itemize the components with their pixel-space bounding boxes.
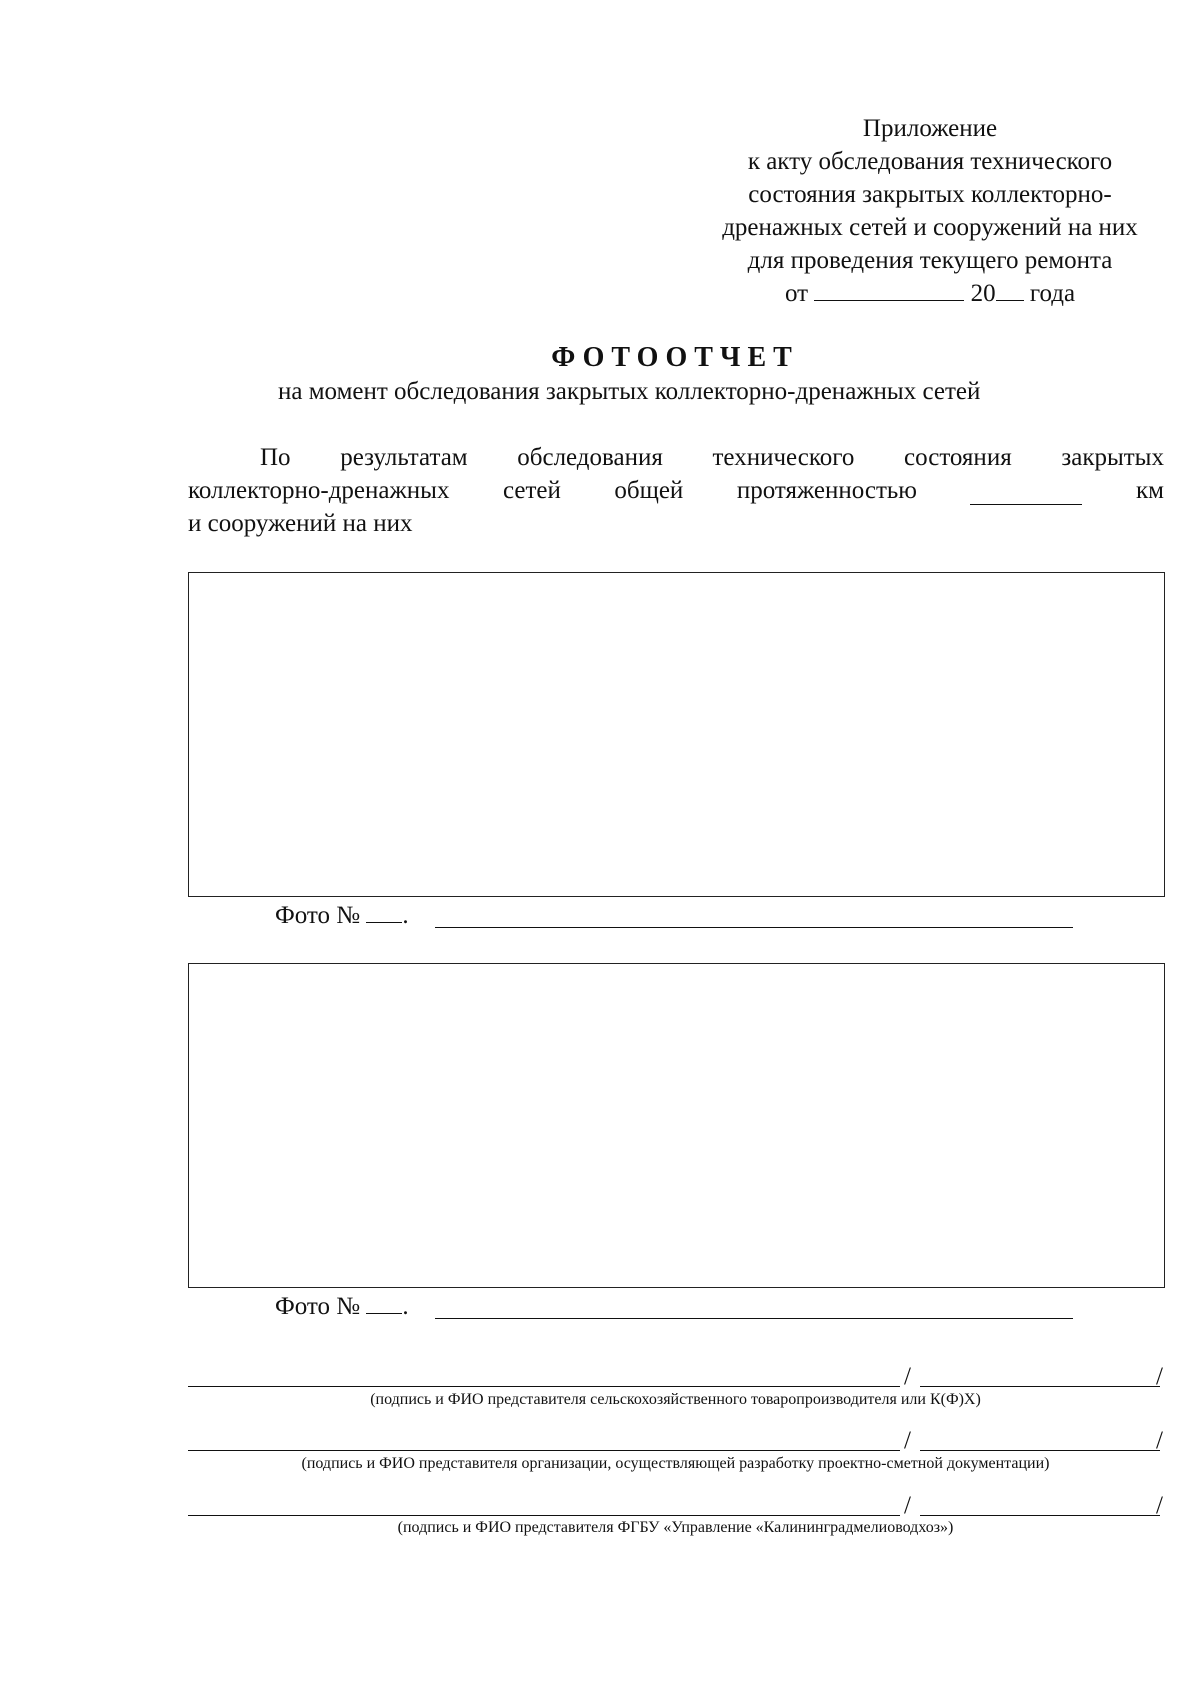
photo-description-blank [435, 1318, 1073, 1319]
appendix-line: для проведения текущего ремонта [747, 247, 1113, 274]
signature-slash: / [1156, 1492, 1163, 1519]
signature-slash: / [1156, 1427, 1163, 1454]
signature-slash: / [904, 1363, 911, 1390]
page-title: ФОТООТЧЕТ [551, 342, 799, 373]
paragraph-word: сетей [502, 477, 561, 504]
photo-label: Фото № [275, 1293, 361, 1320]
name-blank [920, 1386, 1160, 1387]
signature-line-3 [188, 1486, 1168, 1519]
paragraph-word: технического [712, 444, 855, 471]
appendix-line: дренажных сетей и сооружений на них [722, 214, 1138, 241]
photo-number-blank [366, 1291, 402, 1314]
signature-caption-2: (подпись и ФИО представителя организации, осуществляющей разработку проектно-сметной документации) [301, 1455, 1050, 1472]
paragraph-word: По [260, 444, 291, 471]
paragraph-line-2 [188, 477, 1164, 505]
paragraph-word: общей [614, 477, 684, 504]
signature-slash: / [904, 1492, 911, 1519]
paragraph-line-3: и сооружений на них [188, 510, 413, 537]
photo-placeholder-2 [188, 963, 1165, 1288]
photo-caption-2 [275, 1291, 409, 1321]
appendix-date-line [680, 277, 1180, 310]
paragraph-word: состояния [904, 444, 1012, 471]
caption-dot: . [402, 902, 409, 929]
name-blank [920, 1515, 1160, 1516]
appendix-title: Приложение [862, 115, 998, 142]
page-subtitle: на момент обследования закрытых коллекторно-дренажных сетей [278, 378, 981, 405]
year-suffix: года [1029, 280, 1076, 307]
year-blank [996, 278, 1024, 301]
photo-label: Фото № [275, 902, 361, 929]
signature-blank [188, 1515, 900, 1516]
date-prefix: от [784, 280, 809, 307]
signature-line-2 [188, 1421, 1168, 1454]
year-prefix: 20 [970, 280, 996, 307]
appendix-line: к акту обследования технического [747, 148, 1113, 175]
signature-line-1 [188, 1357, 1168, 1390]
photo-caption-1 [275, 900, 409, 930]
paragraph-word: протяженностью [736, 477, 917, 504]
paragraph-word: закрытых [1061, 444, 1164, 471]
length-blank [970, 482, 1082, 505]
paragraph-line-1 [188, 444, 1164, 472]
photo-description-blank [435, 927, 1073, 928]
signature-caption-3: (подпись и ФИО представителя ФГБУ «Управление «Калининградмелиоводхоз») [397, 1519, 954, 1536]
paragraph-word: результатам [340, 444, 468, 471]
photo-placeholder-1 [188, 572, 1165, 897]
caption-dot: . [402, 1293, 409, 1320]
photo-number-blank [366, 900, 402, 923]
signature-caption-1: (подпись и ФИО представителя сельскохозяйственного товаропроизводителя или К(Ф)Х) [370, 1391, 981, 1408]
date-blank [814, 278, 964, 301]
appendix-line: состояния закрытых коллекторно- [748, 181, 1112, 208]
paragraph-word: обследования [517, 444, 663, 471]
name-blank [920, 1450, 1160, 1451]
signature-blank [188, 1386, 900, 1387]
paragraph-word: коллекторно-дренажных [188, 477, 450, 504]
length-unit: км [1135, 477, 1164, 504]
appendix-header [680, 112, 1180, 310]
signature-slash: / [1156, 1363, 1163, 1390]
signature-slash: / [904, 1427, 911, 1454]
signature-blank [188, 1450, 900, 1451]
